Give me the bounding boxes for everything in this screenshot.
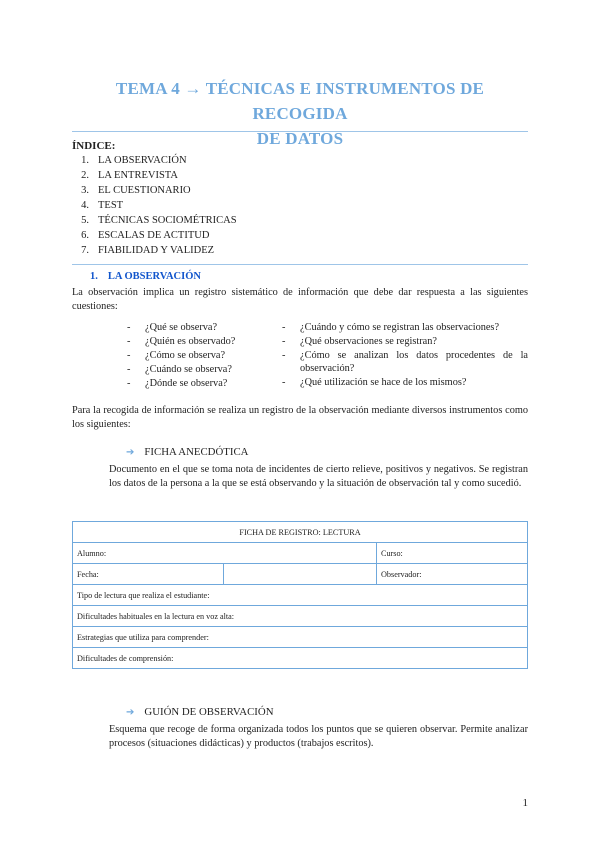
index-divider: [72, 264, 528, 265]
index-item: 5. TÉCNICAS SOCIOMÉTRICAS: [81, 215, 237, 226]
list-item: - ¿Cómo se analizan los datos procedentes de la observación?: [282, 350, 528, 374]
empty-cell[interactable]: [224, 564, 377, 585]
dificultades-voz-alta-field[interactable]: Dificultades habituales en la lectura en voz alta:: [73, 606, 528, 627]
index-heading: ÍNDICE:: [72, 140, 116, 152]
dificultades-comprension-field[interactable]: Dificultades de comprensión:: [73, 648, 528, 669]
index-item: 2. LA ENTREVISTA: [81, 170, 178, 181]
curso-field[interactable]: Curso:: [377, 543, 528, 564]
observation-intro: La observación implica un registro sistemático de información que debe dar respuesta a las siguientes cuestiones:: [72, 287, 528, 312]
index-list: [72, 153, 237, 258]
list-item: - ¿Quién es observado?: [127, 336, 236, 347]
questions-left-list: [127, 321, 277, 391]
guion-observacion-heading: ➔ GUIÓN DE OBSERVACIÓN: [126, 706, 274, 718]
alumno-field[interactable]: Alumno:: [73, 543, 377, 564]
list-item: - ¿Cómo se observa?: [127, 350, 226, 361]
list-item: - ¿Qué utilización se hace de los mismos?: [282, 377, 467, 388]
table-row: [73, 564, 528, 585]
list-item: - ¿Dónde se observa?: [127, 378, 228, 389]
fecha-field[interactable]: Fecha:: [73, 564, 224, 585]
questions-right-list: [282, 321, 528, 390]
table-row: [73, 585, 528, 606]
title-line-2: DE DATOS: [256, 129, 344, 148]
list-item: - ¿Qué observaciones se registran?: [282, 336, 437, 347]
arrow-right-icon: ➔: [126, 707, 135, 718]
ficha-anecdotica-description: Documento en el que se toma nota de incidentes de cierto relieve, positivos y negativos. Se registran los datos de la persona a la que se está observando y la situación de observación tal y como sucedió.: [109, 464, 528, 489]
observador-field[interactable]: Observador:: [377, 564, 528, 585]
index-item: 1. LA OBSERVACIÓN: [81, 155, 187, 166]
guion-observacion-description: Esquema que recoge de forma organizada todos los puntos que se quieren observar. Permite analizar procesos (situaciones didácticas) y productos (trabajos escritos).: [109, 724, 528, 749]
index-item: 3. EL CUESTIONARIO: [81, 185, 191, 196]
instruments-intro: Para la recogida de información se realiza un registro de la observación mediante diversos instrumentos como los siguientes:: [72, 405, 528, 430]
list-item: - ¿Qué se observa?: [127, 322, 218, 333]
ficha-anecdotica-heading: ➔ FICHA ANECDÓTICA: [126, 446, 249, 458]
section-heading-observacion: 1. LA OBSERVACIÓN: [90, 271, 201, 282]
table-row: [73, 648, 528, 669]
list-item: - ¿Cuándo se observa?: [127, 364, 232, 375]
estrategias-field[interactable]: Estrategias que utiliza para comprender:: [73, 627, 528, 648]
title-line-1: TEMA 4 → TÉCNICAS E INSTRUMENTOS DE RECOGIDA: [115, 79, 485, 123]
list-item: - ¿Cuándo y cómo se registran las observaciones?: [282, 322, 500, 333]
page-number: 1: [522, 797, 528, 809]
table-row: [73, 627, 528, 648]
index-item: 6. ESCALAS DE ACTITUD: [81, 230, 210, 241]
table-row: [73, 606, 528, 627]
tipo-lectura-field[interactable]: Tipo de lectura que realiza el estudiante:: [73, 585, 528, 606]
arrow-right-icon: ➔: [126, 447, 135, 458]
document-title: [72, 76, 528, 151]
index-item: 4. TEST: [81, 200, 124, 211]
reading-record-table: [72, 521, 528, 669]
table-row: [73, 522, 528, 543]
index-item: 7. FIABILIDAD Y VALIDEZ: [81, 245, 215, 256]
title-divider: [72, 131, 528, 132]
table-row: [73, 543, 528, 564]
table-title: FICHA DE REGISTRO: LECTURA: [73, 522, 528, 543]
